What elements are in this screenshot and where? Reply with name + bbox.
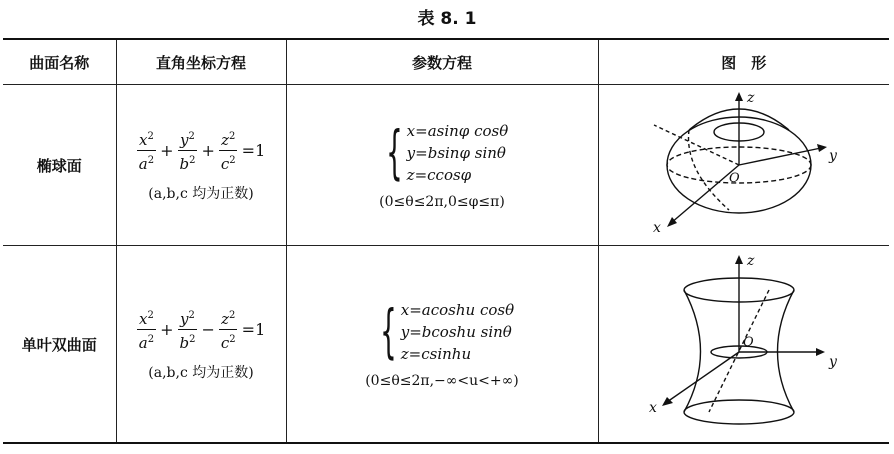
term1-numerator: x bbox=[138, 309, 148, 328]
ellipsoid-meridian-back bbox=[688, 130, 729, 210]
ellipsoid-figure bbox=[629, 90, 859, 240]
parametric-system bbox=[370, 299, 514, 365]
x-axis bbox=[667, 352, 739, 402]
surface-table bbox=[3, 38, 889, 444]
left-brace: { bbox=[380, 297, 397, 365]
cartesian-equation: $\frac{x^2}{a^2}$ + $\frac{y^2}{b^2}$ + $\frac{z^2}{c^2}$ =1 bbox=[135, 128, 268, 173]
operator: + bbox=[160, 140, 174, 160]
term1-denominator: a bbox=[138, 154, 148, 173]
header-figure: 图 形 bbox=[598, 39, 889, 85]
origin-label: O bbox=[742, 334, 754, 350]
table-row-ellipsoid bbox=[3, 85, 889, 246]
term2-denominator: b bbox=[179, 154, 190, 173]
coefficient-note: (a,b,c 均为正数) bbox=[148, 185, 254, 202]
param-eq-y: y=bsinφ sinθ bbox=[406, 144, 506, 162]
operator: + bbox=[201, 140, 215, 160]
x-axis-label: x bbox=[648, 399, 657, 416]
origin-label: O bbox=[728, 171, 740, 186]
hyperboloid-figure bbox=[629, 252, 859, 437]
param-eq-z: z=csinhu bbox=[400, 345, 472, 363]
term3-numerator: z bbox=[221, 309, 230, 328]
term3-numerator: z bbox=[221, 130, 230, 149]
term1-denominator: a bbox=[138, 333, 148, 352]
hyperboloid-bottom-rim bbox=[684, 400, 794, 424]
operator: + bbox=[160, 319, 174, 339]
cartesian-equation: $\frac{x^2}{a^2}$ + $\frac{y^2}{b^2}$ − $\frac{z^2}{c^2}$ =1 bbox=[135, 307, 268, 352]
parameter-range: (0≤θ≤2π,−∞<u<+∞) bbox=[365, 373, 519, 389]
table-header-row bbox=[3, 39, 889, 85]
param-eq-y: y=bcoshu sinθ bbox=[400, 323, 512, 341]
term1-numerator: x bbox=[138, 130, 148, 149]
header-cartesian-equation: 直角坐标方程 bbox=[116, 39, 286, 85]
parametric-system bbox=[376, 120, 508, 186]
equation-rhs: =1 bbox=[241, 319, 266, 339]
z-arrow-icon bbox=[735, 255, 743, 264]
param-eq-z: z=ccosφ bbox=[406, 166, 472, 184]
header-surface-name: 曲面名称 bbox=[3, 39, 116, 85]
z-axis-label: z bbox=[746, 252, 755, 269]
param-eq-x: x=acoshu cosθ bbox=[400, 301, 515, 319]
y-axis-label: y bbox=[828, 353, 837, 370]
figure-cell bbox=[598, 85, 889, 246]
figure-cell bbox=[598, 246, 889, 444]
equation-rhs: =1 bbox=[241, 140, 266, 160]
back-axis-line bbox=[654, 125, 739, 165]
cartesian-equation-cell bbox=[116, 85, 286, 246]
y-arrow-icon bbox=[816, 348, 825, 356]
z-axis-label: z bbox=[746, 90, 755, 106]
y-axis-label: y bbox=[828, 148, 837, 164]
x-axis-label: x bbox=[652, 220, 661, 236]
surface-name: 椭球面 bbox=[3, 85, 116, 246]
coefficient-note: (a,b,c 均为正数) bbox=[148, 364, 254, 381]
operator: − bbox=[201, 319, 215, 339]
parameter-range: (0≤θ≤2π,0≤φ≤π) bbox=[379, 194, 505, 210]
hyperboloid-left-profile bbox=[684, 290, 701, 412]
term2-numerator: y bbox=[180, 130, 189, 149]
term3-denominator: c bbox=[220, 154, 230, 173]
y-arrow-icon bbox=[817, 144, 827, 152]
z-arrow-icon bbox=[735, 92, 743, 101]
param-eq-x: x=asinφ cosθ bbox=[406, 122, 509, 140]
cartesian-equation-cell bbox=[116, 246, 286, 444]
term3-denominator: c bbox=[220, 333, 230, 352]
parametric-equation-cell bbox=[286, 246, 598, 444]
header-parametric-equation: 参数方程 bbox=[286, 39, 598, 85]
term2-denominator: b bbox=[179, 333, 190, 352]
surface-name: 单叶双曲面 bbox=[3, 246, 116, 444]
term2-numerator: y bbox=[180, 309, 189, 328]
hyperboloid-right-profile bbox=[777, 290, 794, 412]
left-brace: { bbox=[385, 118, 403, 186]
table-caption: 表 8. 1 bbox=[417, 9, 477, 29]
parametric-equation-cell bbox=[286, 85, 598, 246]
table-row-hyperboloid bbox=[3, 246, 889, 444]
